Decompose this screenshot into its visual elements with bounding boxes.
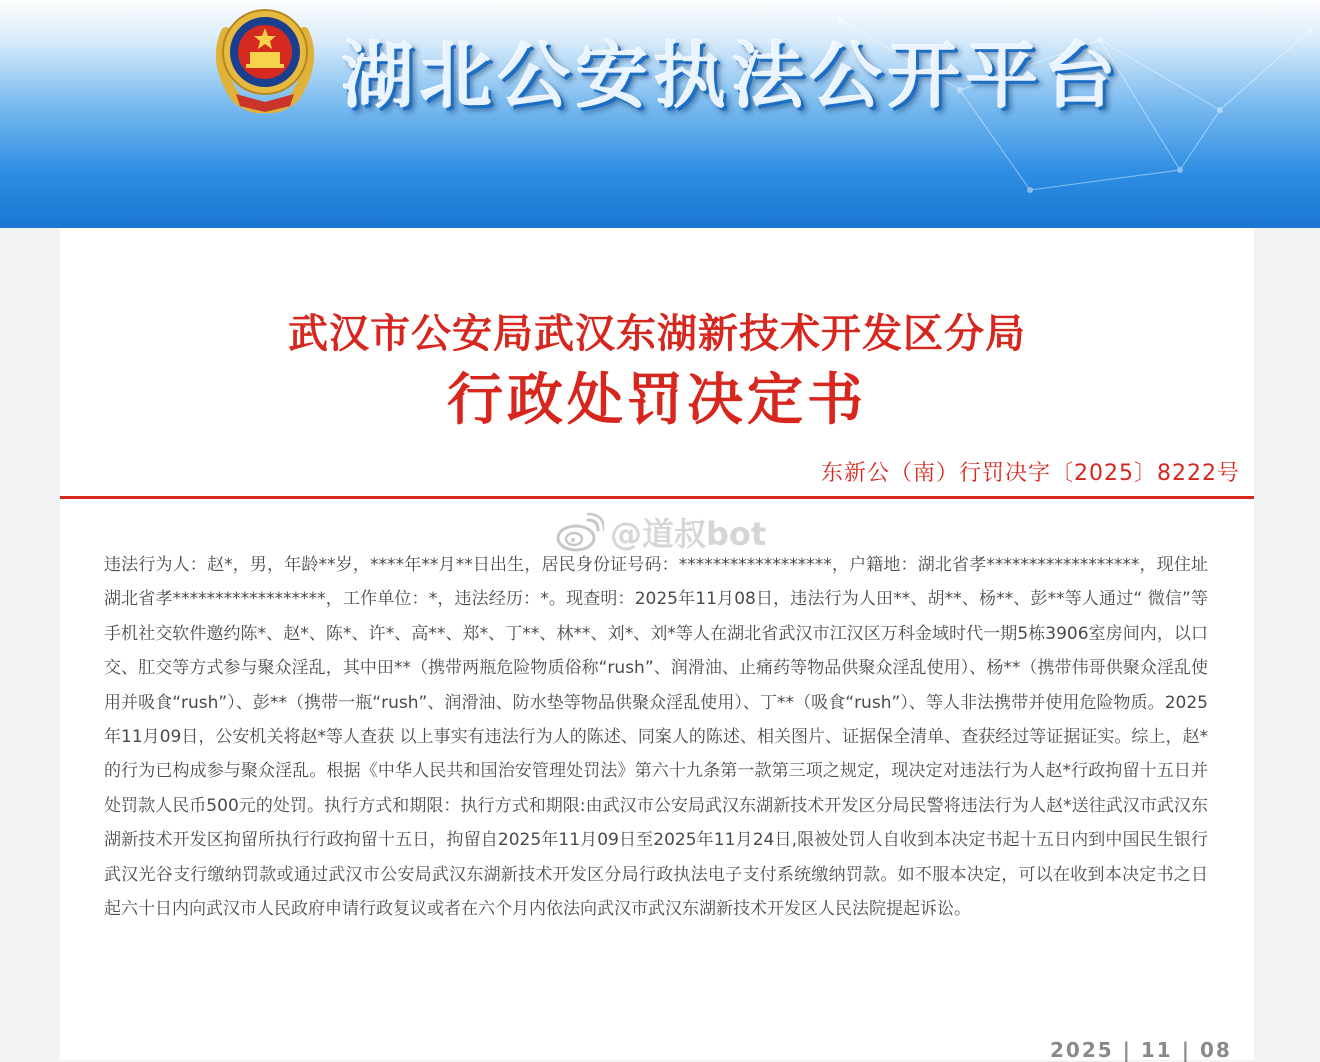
header-banner	[0, 0, 1320, 228]
date-stamp: 2025 | 11 | 08	[1050, 1038, 1232, 1062]
weibo-logo-icon	[556, 512, 604, 552]
decision-body-text: 违法行为人：赵*，男，年龄**岁，****年**月**日出生，居民身份证号码：******************，户籍地：湖北省孝******************，现住址湖北省孝******************，工作单位：*，违法经历：*。现查明：2025年11月08日，违法行为人田**、胡**、杨**、彭**等人通过“ 微信”等手机社交软件邀约陈*、赵*、陈*、许*、高**、郑*、丁**、林**、刘*、刘*等人在湖北省武汉市江汉区万科金域时代一期5栋3906室房间内，以口交、肛交等方式参与聚众淫乱，其中田**（携带两瓶危险物质俗称“rush”、润滑油、止痛药等物品供聚众淫乱使用）、杨**（携带伟哥供聚众淫乱使用并吸食“rush”）、彭**（携带一瓶“rush”、润滑油、防水垫等物品供聚众淫乱使用）、丁**（吸食“rush”）、等人非法携带并使用危险物质。2025年11月09日，公安机关将赵*等人查获 以上事实有违法行为人的陈述、同案人的陈述、相关图片、证据保全清单、查获经过等证据证实。综上，赵*的行为已构成参与聚众淫乱。根据《中华人民共和国治安管理处罚法》第六十九条第一款第三项之规定，现决定对违法行为人赵*行政拘留十五日并处罚款人民币500元的处罚。执行方式和期限：执行方式和期限:由武汉市公安局武汉东湖新技术开发区分局民警将违法行为人赵*送往武汉市武汉东湖新技术开发区拘留所执行行政拘留十五日，拘留自2025年11月09日至2025年11月24日,限被处罚人自收到本决定书起十五日内到中国民生银行武汉光谷支行缴纳罚款或通过武汉市公安局武汉东湖新技术开发区分局行政执法电子支付系统缴纳罚款。如不服本决定，可以在收到本决定书之日起六十日内向武汉市人民政府申请行政复议或者在六个月内依法向武汉市武汉东湖新技术开发区人民法院提起诉讼。	[104, 555, 1208, 920]
police-emblem-icon	[206, 2, 324, 114]
red-divider	[60, 496, 1254, 499]
watermark	[556, 510, 766, 554]
document-number: 东新公（南）行罚决字〔2025〕8222号	[821, 461, 1240, 486]
issuing-organization: 武汉市公安局武汉东湖新技术开发区分局	[288, 311, 1026, 357]
document-card	[60, 228, 1254, 1060]
watermark-text: @道叔bot	[610, 515, 767, 553]
document-type-title: 行政处罚决定书	[447, 368, 867, 433]
site-title: 湖北公安执法公开平台	[342, 34, 1123, 118]
